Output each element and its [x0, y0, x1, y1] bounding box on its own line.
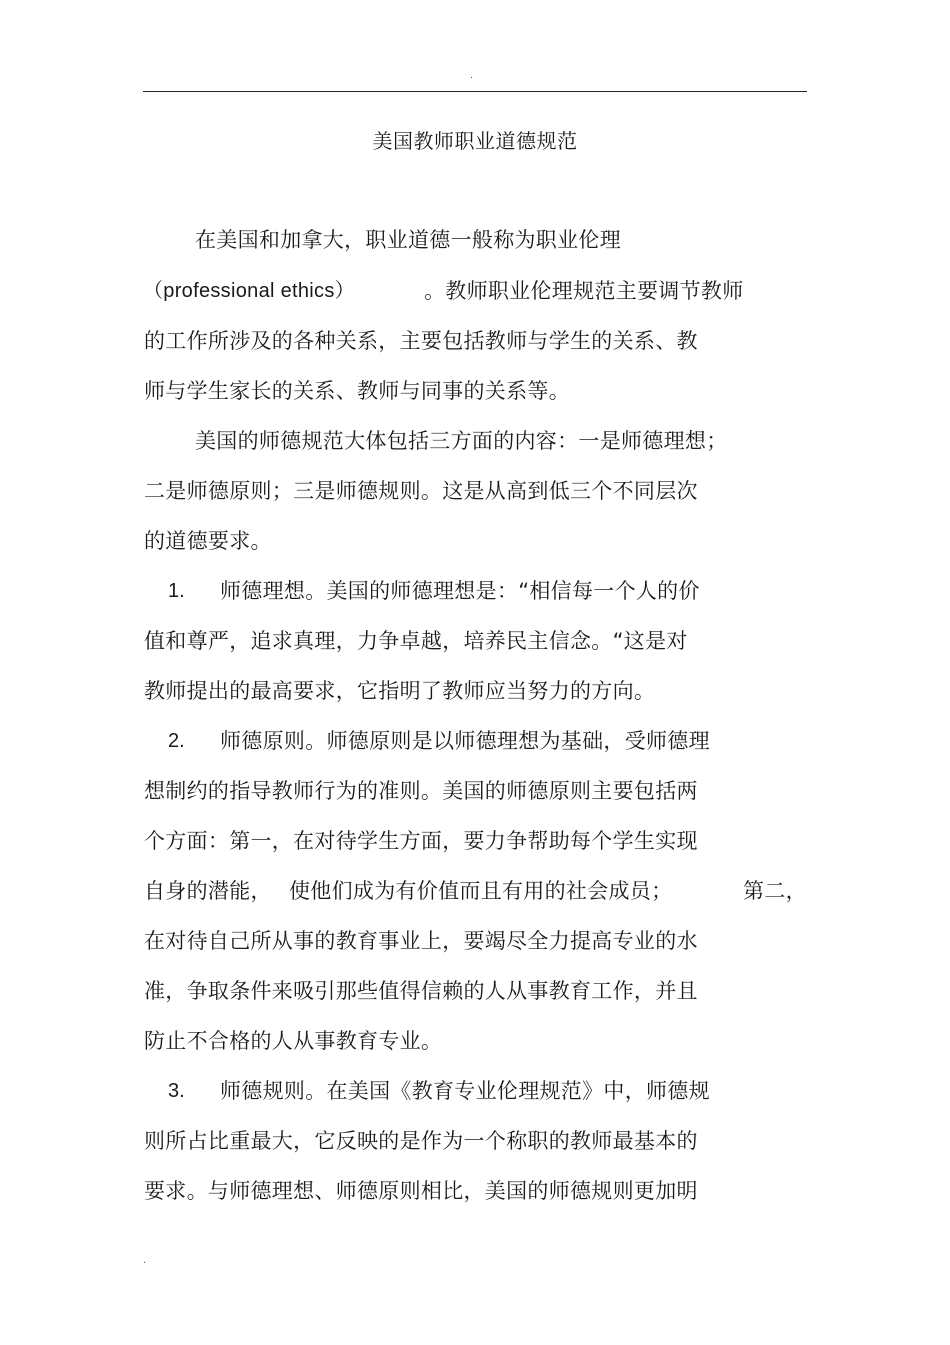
item-1-line-1: 师德理想。美国的师德理想是：“相信每一个人的价 — [220, 579, 700, 603]
item-2-line-7: 防止不合格的人从事教育专业。 — [144, 1029, 443, 1053]
paragraph-intro-line-4: 师与学生家长的关系、教师与同事的关系等。 — [144, 379, 570, 403]
item-2-line-5: 在对待自己所从事的教育事业上，要竭尽全力提高专业的水 — [144, 929, 698, 953]
item-2-line-2: 想制约的指导教师行为的准则。美国的师德原则主要包括两 — [144, 779, 698, 803]
item-2-line-6: 准，争取条件来吸引那些值得信赖的人从事教育工作，并且 — [144, 979, 698, 1003]
page-footer-mark: . — [143, 1255, 147, 1266]
item-2-line-3: 个方面：第一，在对待学生方面，要力争帮助每个学生实现 — [144, 829, 698, 853]
item-1-line-3: 教师提出的最高要求，它指明了教师应当努力的方向。 — [144, 679, 656, 703]
document-title: 美国教师职业道德规范 — [372, 129, 578, 153]
paragraph-intro-line-2: 。教师职业伦理规范主要调节教师 — [424, 279, 744, 303]
paragraph-overview-line-3: 的道德要求。 — [144, 529, 272, 553]
paragraph-intro-english-term: （professional ethics） — [143, 280, 355, 302]
paragraph-intro-line-1: 在美国和加拿大，职业道德一般称为职业伦理 — [195, 228, 621, 252]
item-2-line-4c: 第二， — [743, 879, 807, 903]
item-1-line-2: 值和尊严，追求真理，力争卓越，培养民主信念。“这是对 — [144, 629, 688, 653]
paragraph-overview-line-1: 美国的师德规范大体包括三方面的内容：一是师德理想； — [195, 429, 728, 453]
page-header-mark: . — [470, 70, 474, 81]
header-divider — [143, 91, 807, 92]
list-number-3: 3. — [168, 1080, 185, 1102]
paragraph-overview-line-2: 二是师德原则；三是师德规则。这是从高到低三个不同层次 — [144, 479, 698, 503]
list-number-2: 2. — [168, 730, 185, 752]
paragraph-intro-line-3: 的工作所涉及的各种关系，主要包括教师与学生的关系、教 — [144, 329, 698, 353]
item-3-line-2: 则所占比重最大，它反映的是作为一个称职的教师最基本的 — [144, 1129, 698, 1153]
item-2-line-1: 师德原则。师德原则是以师德理想为基础，受师德理 — [220, 729, 710, 753]
list-number-1: 1. — [168, 580, 185, 602]
item-3-line-3: 要求。与师德理想、师德原则相比，美国的师德规则更加明 — [144, 1179, 698, 1203]
item-2-line-4b: 使他们成为有价值而且有用的社会成员； — [289, 879, 673, 903]
item-2-line-4a: 自身的潜能， — [144, 879, 272, 903]
item-3-line-1: 师德规则。在美国《教育专业伦理规范》中，师德规 — [220, 1079, 710, 1103]
